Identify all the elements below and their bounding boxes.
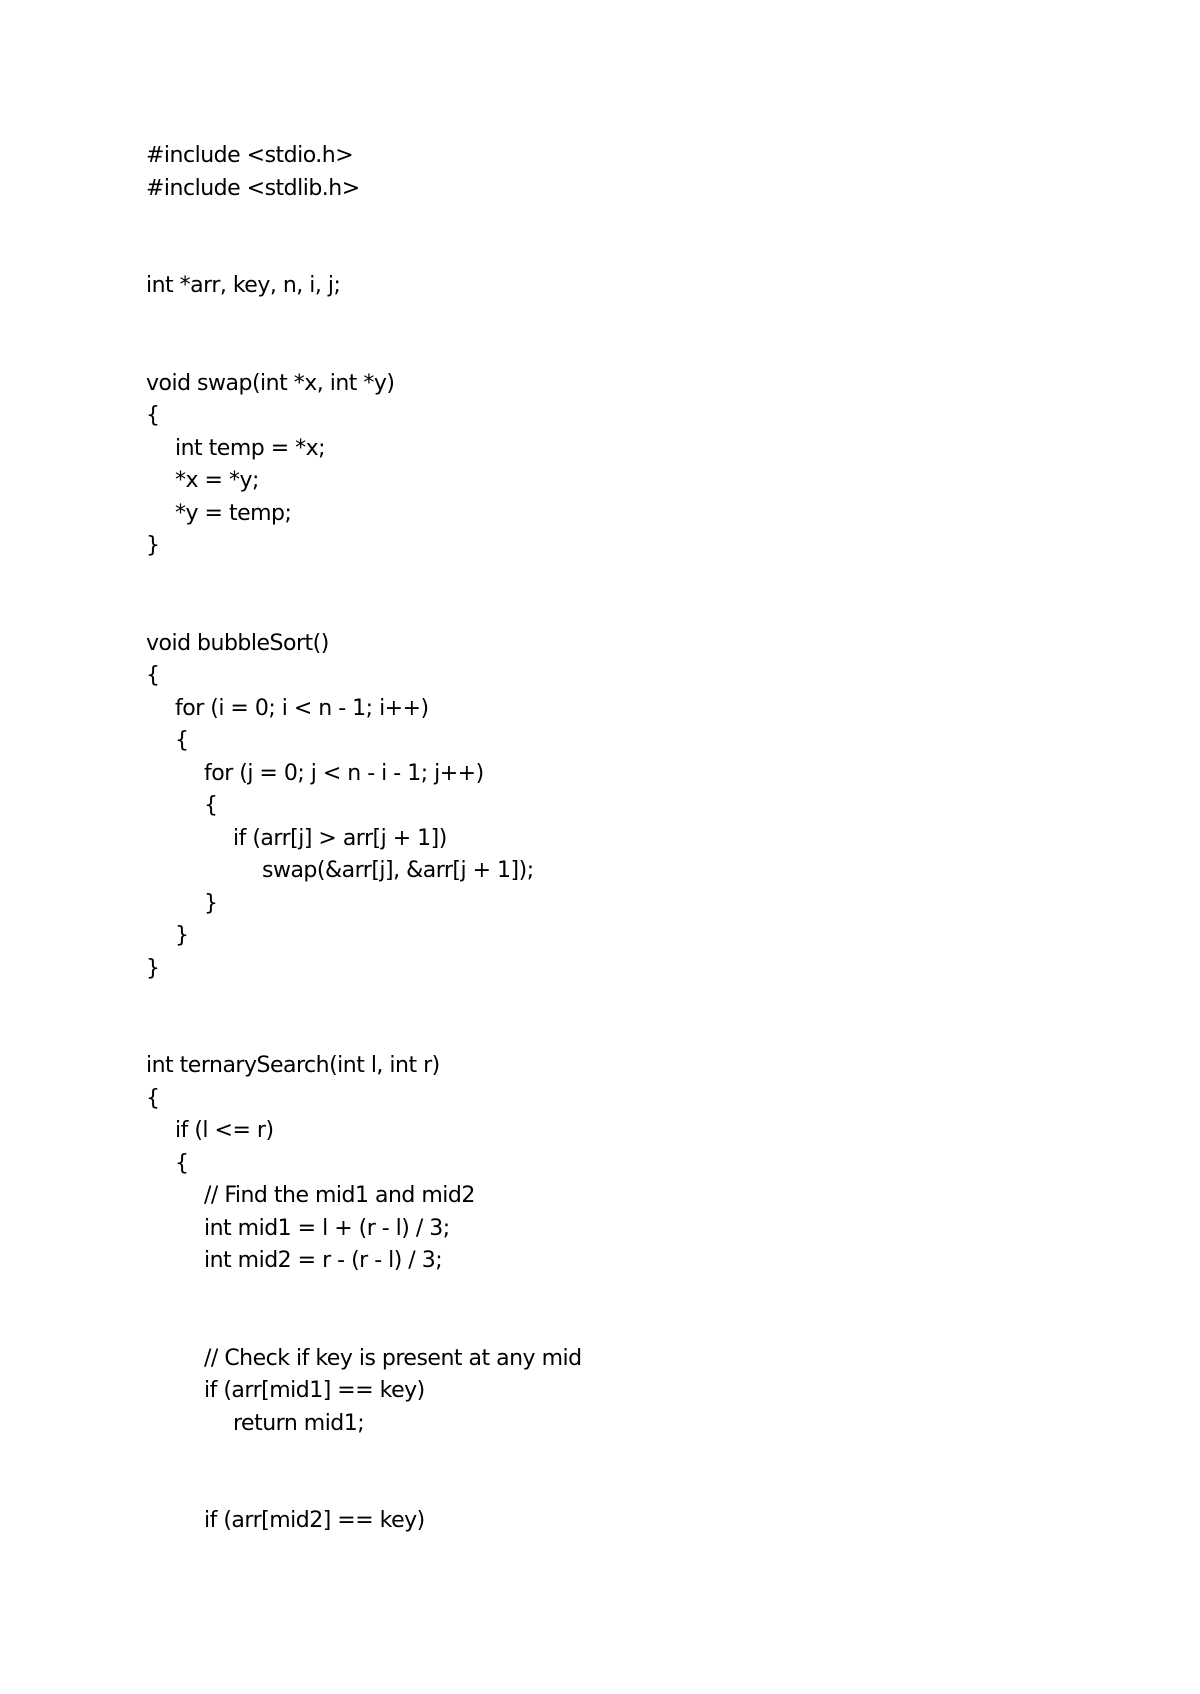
code-line: void swap(int *x, int *y)	[146, 370, 395, 396]
blank-line	[146, 205, 1146, 238]
blank-line	[146, 303, 1146, 336]
code-line: int mid1 = l + (r - l) / 3;	[204, 1215, 450, 1241]
blank-line	[146, 1310, 1146, 1343]
blank-line	[146, 238, 1146, 271]
blank-line	[146, 1473, 1146, 1506]
code-line: // Find the mid1 and mid2	[204, 1183, 475, 1208]
code-line: int *arr, key, n, i, j;	[146, 273, 341, 298]
code-line: {	[146, 1085, 160, 1111]
code-line: if (l <= r)	[175, 1118, 274, 1143]
code-line: // Check if key is present at any mid	[204, 1345, 582, 1371]
code-line: {	[146, 663, 160, 688]
blank-line	[146, 1440, 1146, 1473]
code-line: swap(&arr[j], &arr[j + 1]);	[262, 858, 534, 883]
code-line: #include <stdio.h>	[146, 143, 354, 168]
code-line: *y = temp;	[175, 500, 292, 526]
code-line: int ternarySearch(int l, int r)	[146, 1053, 440, 1078]
code-line: *x = *y;	[175, 468, 259, 493]
code-line: }	[204, 890, 218, 916]
blank-line	[146, 1278, 1146, 1311]
code-line: void bubbleSort()	[146, 630, 329, 656]
code-line: {	[175, 728, 189, 753]
blank-line	[146, 985, 1146, 1018]
blank-line	[146, 1018, 1146, 1051]
blank-line	[146, 335, 1146, 368]
code-line: #include <stdlib.h>	[146, 175, 360, 201]
code-line: return mid1;	[233, 1410, 365, 1436]
code-line: }	[146, 533, 160, 558]
code-line: if (arr[mid1] == key)	[204, 1378, 425, 1403]
code-listing	[146, 140, 1146, 1538]
code-line: for (j = 0; j < n - i - 1; j++)	[204, 760, 484, 786]
code-line: int temp = *x;	[175, 435, 326, 461]
code-line: }	[146, 955, 160, 981]
code-line: {	[146, 403, 160, 428]
code-line: if (arr[mid2] == key)	[204, 1508, 425, 1533]
blank-line	[146, 563, 1146, 596]
code-line: {	[175, 1150, 189, 1176]
code-line: if (arr[j] > arr[j + 1])	[233, 825, 447, 851]
code-line: {	[204, 793, 218, 818]
blank-line	[146, 595, 1146, 628]
code-line: int mid2 = r - (r - l) / 3;	[204, 1248, 443, 1273]
code-line: }	[175, 923, 189, 948]
code-line: for (i = 0; i < n - 1; i++)	[175, 695, 429, 721]
